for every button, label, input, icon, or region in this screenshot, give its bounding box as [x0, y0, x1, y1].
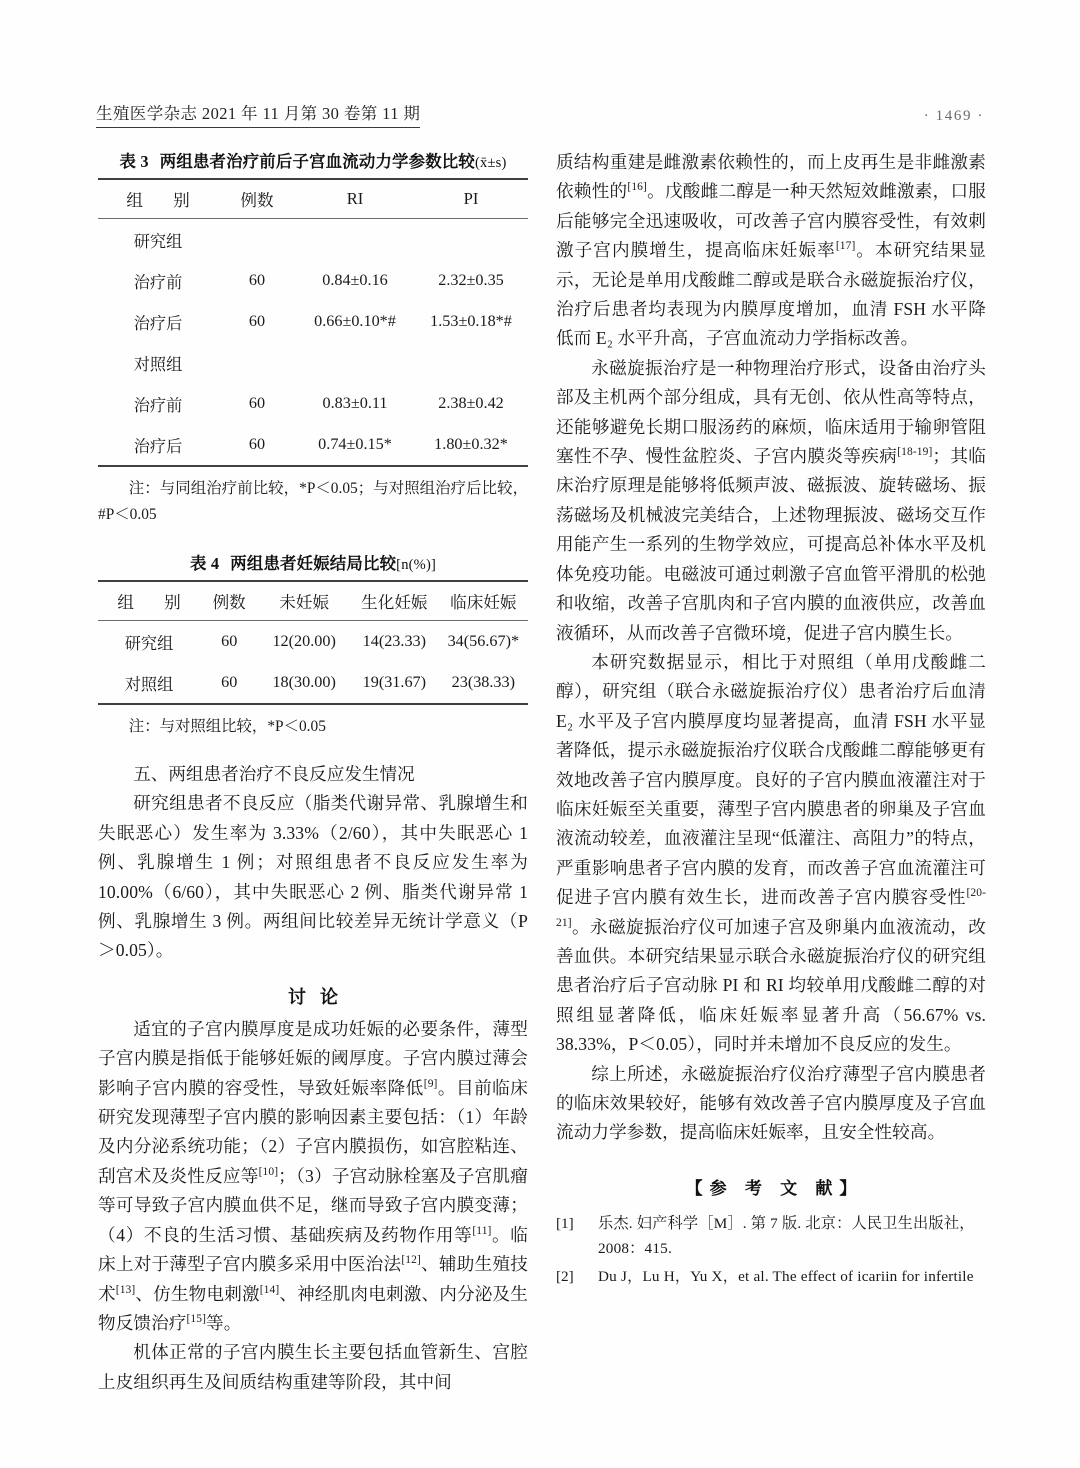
citation-ref-20-21: [20-21] [556, 887, 986, 929]
table-4-th-biochemical: 生化妊娠 [350, 581, 439, 621]
paragraph-discussion-2: 机体正常的子宫内膜生长主要包括血管新生、宫腔上皮组织再生及间质结构重建等阶段，其中间 [98, 1342, 528, 1392]
table-3-caption-number: 表 3 [119, 152, 149, 171]
paragraph-right-1 [556, 148, 986, 354]
citation-ref-17: [17] [835, 240, 856, 253]
paragraph-discussion-1 [98, 1015, 528, 1338]
table-3-r0-c0: 研究组 [133, 232, 183, 251]
left-column [98, 148, 528, 1397]
table-4-r0-c2: 12(20.00) [272, 632, 336, 650]
table-3-th-ri: RI [296, 179, 414, 219]
table-3-r0-c1 [218, 219, 296, 261]
table-3-r1-c3: 2.32±0.35 [438, 271, 504, 289]
table-row [98, 260, 528, 301]
table-3-r5-c0: 治疗后 [98, 424, 218, 466]
table-3-caption-sub: (x̄±s) [475, 155, 507, 171]
disc1-seg-f: 、仿生物电刺激 [135, 1283, 260, 1304]
table-4-caption-number: 表 4 [189, 554, 220, 573]
table-4-th-clinical: 临床妊娠 [439, 581, 528, 621]
disc1-seg-b: 。目前临床研究发现薄型子宫内膜的影响因素主要包括：（1）年龄及内分泌系统功能；（2）子宫内膜损伤，如宫腔粘连、刮宫术及炎性反应等 [98, 1077, 528, 1186]
citation-ref-13: [13] [115, 1283, 136, 1296]
table-3-r3-c1 [218, 342, 296, 383]
right-column [556, 148, 986, 1292]
discussion-heading: 讨论 [288, 986, 352, 1007]
table-3-r4-c3: 2.38±0.42 [438, 394, 504, 412]
table-3-r1-c0: 治疗前 [133, 273, 183, 292]
table-row [98, 342, 528, 383]
journal-citation-line: 生殖医学杂志 2021 年 11 月第 30 卷第 11 期 [96, 100, 420, 128]
table-3-r0-c3 [414, 219, 528, 261]
r3-seg-a: 本研究数据显示，相比于对照组（单用戊酸雌二醇），研究组（联合永磁旋振治疗仪）患者治疗后血清 E₂ 水平及子宫内膜厚度均显著提高，血清 FSH 水平显著降低，提示永磁旋振治疗仪联合戊酸雌二醇能够更有效地改善子宫内膜厚度。良好的子宫内膜血液灌注对于临床妊娠至关重要，薄型子宫内膜患者的卵巢及子宫血液流动较差，血液灌注呈现“低灌注、高阻力”的特点，严重影响患者子宫内膜的发育，而改善子宫血流灌注可促进子宫内膜有效生长，进而改善子宫内膜容受性 [556, 651, 986, 908]
table-3-r2-c2: 0.66±0.10*# [314, 312, 396, 330]
citation-ref-12: [12] [401, 1254, 421, 1267]
citation-ref-10: [10] [258, 1166, 279, 1179]
table-3-r2-c0: 治疗后 [133, 314, 183, 333]
reference-1-line2: 2008：415. [598, 1239, 672, 1257]
table-3-r0-c2 [296, 219, 414, 261]
paragraph-right-3 [556, 648, 986, 1060]
table-4-caption-text: 两组患者妊娠结局比较 [230, 554, 397, 573]
reference-2-line1: Du J，Lu H，Yu X，et al. The effect of icariin for infertile [598, 1267, 974, 1285]
table-row [98, 219, 528, 261]
table-3-th-pi: PI [414, 179, 528, 219]
section-5-heading: 五、两组患者治疗不良反应发生情况 [133, 764, 415, 784]
table-3-caption-text: 两组患者治疗前后子宫血流动力学参数比较 [159, 152, 475, 171]
table-4-caption-sub: [n(%)] [396, 557, 437, 573]
reference-1-number: [1] [556, 1214, 574, 1232]
citation-ref-14: [14] [259, 1283, 280, 1296]
table-3-r4-c1: 60 [248, 394, 266, 412]
disc1-seg-e: 、辅助生殖技术 [98, 1254, 528, 1304]
table-row [98, 662, 528, 704]
table-4-r0-c0: 研究组 [124, 634, 174, 653]
disc1-seg-c: ；（3）子宫动脉栓塞及子宫肌瘤等可导致子宫内膜血供不足，继而导致子宫内膜变薄；（4）不良的生活习惯、基础疾病及药物作用等 [98, 1165, 529, 1245]
citation-ref-18-19: [18-19] [897, 446, 933, 459]
table-4-r1-c0: 对照组 [98, 662, 200, 704]
table-3-note: 注：与同组治疗前比较，*P＜0.05；与对照组治疗后比较，#P＜0.05 [98, 480, 528, 523]
references-heading: 【参 考 文 献】 [685, 1178, 864, 1198]
table-3-th-cases: 例数 [218, 179, 296, 219]
r2-seg-b: ；其临床治疗原理是能够将低频声波、磁振波、旋转磁场、振荡磁场及机械波完美结合，上述物理振波、磁场交互作用能产生一系列的生物学效应，可提高总补体水平及机体免疫功能。电磁波可通过刺激子宫血管平滑肌的松弛和收缩，改善子宫肌肉和子宫内膜的血液供应，改善血液循环，从而改善子宫微环境，促进子宫内膜生长。 [556, 446, 986, 643]
table-3-block [98, 148, 528, 528]
table-3-r5-c3: 1.80±0.32* [414, 424, 528, 466]
reference-1-text [598, 1211, 986, 1261]
r2-seg-a: 永磁旋振治疗是一种物理治疗形式，设备由治疗头部及主机两个部分组成，具有无创、依从性高等特点，还能够避免长期口服汤药的麻烦，临床适用于输卵管阻塞性不孕、慢性盆腔炎、子宫内膜炎等疾病 [556, 357, 986, 467]
table-4-note: 注：与对照组比较，*P＜0.05 [128, 718, 326, 735]
table-4-r0-c1: 60 [221, 632, 238, 650]
table-3-caption [98, 148, 528, 172]
table-3-r4-c2: 0.83±0.11 [322, 394, 388, 412]
table-row [98, 383, 528, 424]
table-3-th-group: 组 别 [98, 179, 218, 219]
citation-ref-16: [16] [627, 181, 647, 194]
table-3-r5-c1: 60 [218, 424, 296, 466]
r1-seg-c: 。本研究结果显示，无论是单用戊酸雌二醇或是联合永磁旋振治疗仪，治疗后患者均表现为内膜厚度增加，血清 FSH 水平降低而 E₂ 水平升高，子宫血流动力学指标改善。 [556, 240, 986, 349]
table-row [98, 301, 528, 342]
table-3-r2-c3: 1.53±0.18*# [430, 312, 512, 330]
table-3-r3-c2 [296, 342, 414, 383]
disc1-seg-a: 适宜的子宫内膜厚度是成功妊娠的必要条件，薄型子宫内膜是指低于能够妊娠的阈厚度。子宫内膜过薄会影响子宫内膜的容受性，导致妊娠率降低 [98, 1018, 528, 1098]
page-number: · 1469 · [923, 108, 984, 124]
table-row [98, 424, 528, 466]
reference-1-line1: 乐杰. 妇产科学［M］. 第 7 版. 北京：人民卫生出版社， [598, 1214, 975, 1232]
reference-item [556, 1211, 986, 1261]
table-3-r3-c0: 对照组 [133, 355, 183, 374]
table-4-header-row [98, 581, 528, 621]
table-3-r4-c0: 治疗前 [133, 396, 183, 415]
table-3-header-row [98, 179, 528, 219]
table-4-r1-c4: 23(38.33) [439, 662, 528, 704]
table-3-r5-c2: 0.74±0.15* [296, 424, 414, 466]
paragraph-conclusion: 综上所述，永磁旋振治疗仪治疗薄型子宫内膜患者的临床效果较好，能够有效改善子宫内膜厚度及子宫血流动力学参数，提高临床妊娠率，且安全性较高。 [556, 1063, 986, 1143]
table-row [98, 621, 528, 663]
table-3-r3-c3 [414, 342, 528, 383]
disc1-seg-d: 。临床上对于薄型子宫内膜多采用中医治法 [98, 1224, 528, 1275]
running-head [96, 98, 984, 128]
table-3-r1-c2: 0.84±0.16 [322, 271, 388, 289]
citation-ref-11: [11] [472, 1224, 492, 1237]
table-3-r2-c1: 60 [248, 312, 266, 330]
disc1-seg-h: 等。 [206, 1312, 242, 1333]
table-3-r1-c1: 60 [248, 271, 266, 289]
reference-2-number: [2] [556, 1267, 574, 1285]
table-4-r1-c1: 60 [200, 662, 258, 704]
table-4-r0-c4: 34(56.67)* [447, 632, 520, 650]
reference-2-text [598, 1264, 986, 1289]
table-4 [98, 580, 528, 705]
citation-ref-15: [15] [186, 1313, 207, 1326]
table-4-th-cases: 例数 [200, 581, 258, 621]
table-3 [98, 178, 528, 467]
r1-seg-a: 质结构重建是雌激素依赖性的，而上皮再生是非雌激素依赖性的 [556, 152, 986, 202]
table-4-r1-c2: 18(30.00) [258, 662, 350, 704]
paragraph-adverse-events: 研究组患者不良反应（脂类代谢异常、乳腺增生和失眠恶心）发生率为 3.33%（2/60），其中失眠恶心 1 例、乳腺增生 1 例；对照组患者不良反应发生率为 10.00%（6/60），其中失眠恶心 2 例、脂类代谢异常 1 例、乳腺增生 3 例。两组间比较差异无统计学意义（P＞0.05）。 [98, 793, 528, 961]
citation-ref-9: [9] [423, 1077, 438, 1090]
table-4-caption [98, 550, 528, 574]
reference-item [556, 1264, 986, 1289]
table-4-th-group: 组 别 [98, 581, 200, 621]
table-4-block [98, 550, 528, 740]
table-4-r1-c3: 19(31.67) [350, 662, 439, 704]
table-4-r0-c3: 14(23.33) [362, 632, 427, 650]
r3-seg-b: 。永磁旋振治疗仪可加速子宫及卵巢内血液流动，改善血供。本研究结果显示联合永磁旋振治疗仪的研究组患者治疗后子宫动脉 PI 和 RI 均较单用戊酸雌二醇的对照组显著降低，临床妊娠率显著升高（56.67% vs. 38.33%，P＜0.05），同时并未增加不良反应的发生。 [556, 916, 986, 1055]
r1-seg-b: 。戊酸雌二醇是一种天然短效雌激素，口服后能够完全迅速吸收，可改善子宫内膜容受性，有效刺激子宫内膜增生，提高临床妊娠率 [556, 181, 987, 261]
table-4-th-nonpregnant: 未妊娠 [258, 581, 350, 621]
disc1-seg-g: 、神经肌肉电刺激、内分泌及生物反馈治疗 [98, 1283, 528, 1333]
paragraph-right-2 [556, 354, 986, 648]
